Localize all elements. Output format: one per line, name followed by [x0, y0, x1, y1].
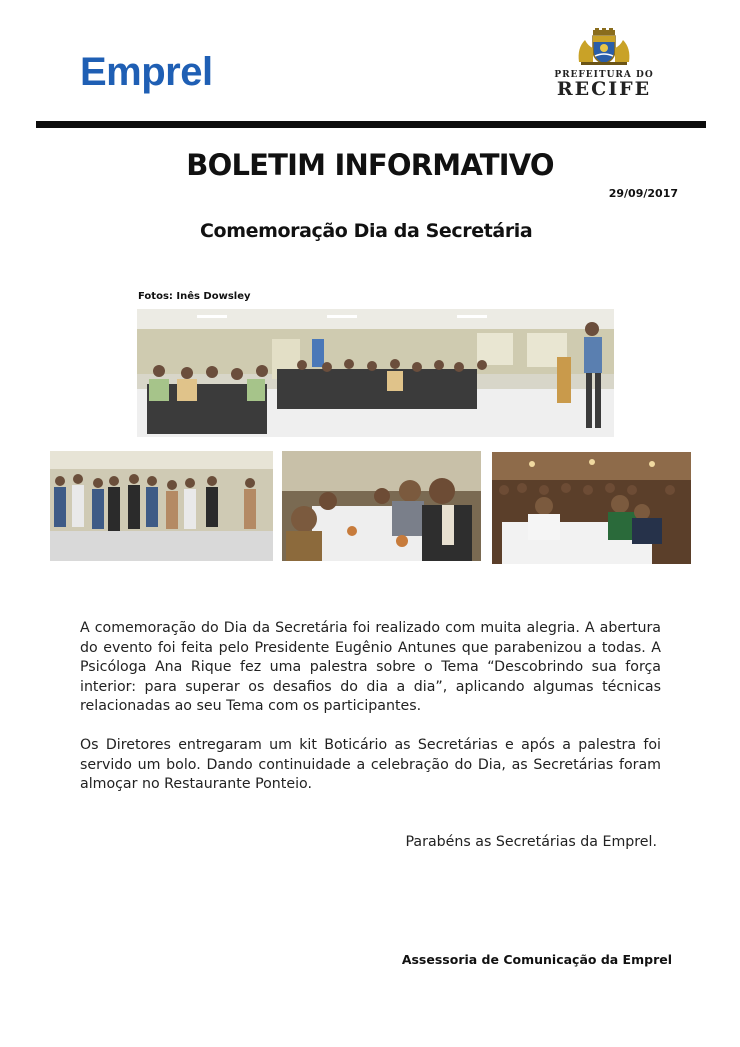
- prefeitura-label: PREFEITURA DO: [554, 70, 654, 80]
- photo-credit: Fotos: Inês Dowsley: [138, 291, 251, 302]
- coat-of-arms-icon: [575, 28, 633, 66]
- header-divider: [36, 121, 706, 128]
- article-subject: Comemoração Dia da Secretária: [200, 220, 533, 242]
- bulletin-date: 29/09/2017: [608, 187, 678, 200]
- emprel-logo: Emprel: [80, 50, 213, 94]
- congratulations-line: Parabéns as Secretárias da Emprel.: [405, 834, 657, 850]
- restaurant-hall-photo: [492, 452, 691, 564]
- auditorium-photo: [137, 309, 614, 437]
- footer-signature: Assessoria de Comunicação da Emprel: [401, 952, 672, 967]
- prefeitura-recife-logo: [548, 28, 660, 99]
- restaurant-table-photo: [282, 451, 481, 561]
- group-standing-photo: [50, 451, 273, 561]
- recife-label: RECIFE: [556, 78, 652, 100]
- body-paragraph-2: Os Diretores entregaram um kit Boticário as Secretárias e após a palestra foi servido um bolo. Dando continuidade a celebração do Dia, as Secretárias foram almoçar no Restaurante Ponteio.: [80, 737, 661, 793]
- page-title: BOLETIM INFORMATIVO: [186, 148, 554, 182]
- body-paragraph-1: A comemoração do Dia da Secretária foi realizado com muita alegria. A abertura do evento foi feita pelo Presidente Eugênio Antunes que parabenizou a todas. A Psicóloga Ana Rique fez uma palestra sobre o Tema “Descobrindo sua força interior: para superar os desafios do dia a dia”, aplicando algumas técnicas relacionadas ao seu Tema com os participantes.: [80, 620, 661, 715]
